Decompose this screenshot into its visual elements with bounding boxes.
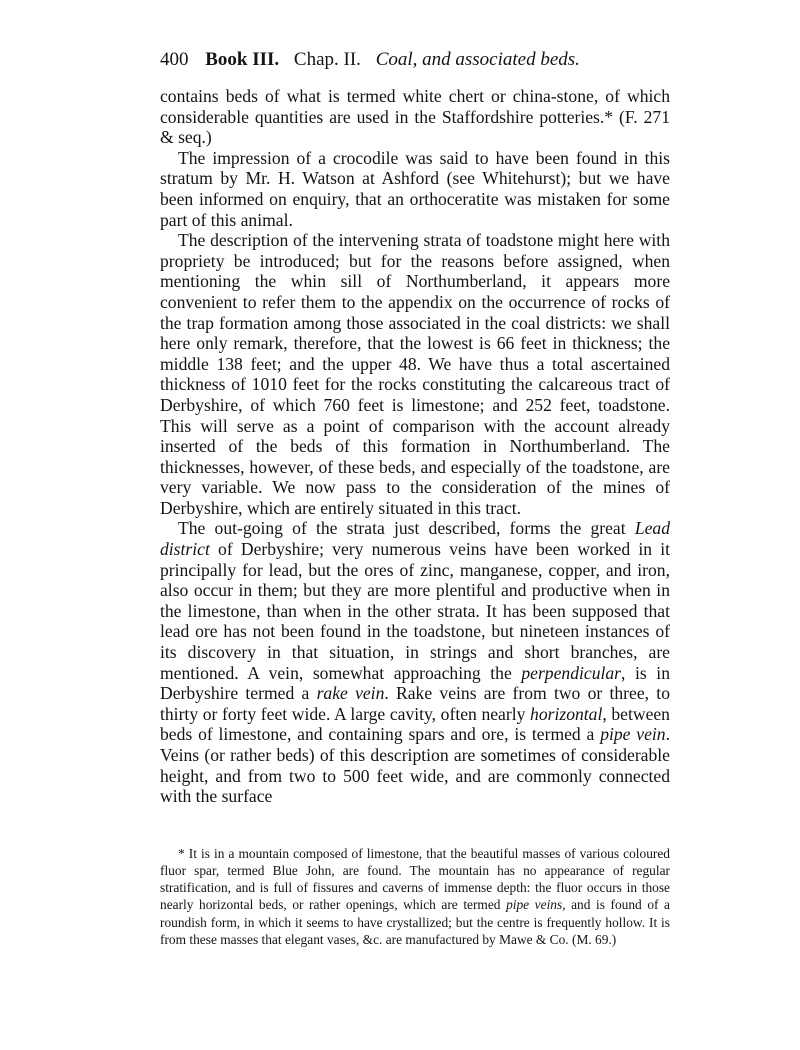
book-label: Book III. xyxy=(205,49,280,70)
italic-pipe-vein: pipe vein xyxy=(600,724,666,745)
running-title: Coal, and associated beds. xyxy=(375,49,580,70)
body-text xyxy=(160,86,670,807)
italic-rake-vein: rake vein xyxy=(316,683,385,704)
book-page xyxy=(160,46,670,948)
paragraph-2: The impression of a crocodile was said to have been found in this stratum by Mr. H. Watson at Ashford (see Whitehurst); but we have been informed on enquiry, that an orthoceratite was mistaken for some part of this animal. xyxy=(160,147,670,230)
p4-text: , between beds of limestone, and containing spars and ore, is termed a xyxy=(160,703,670,745)
italic-lead-district: Lead district xyxy=(160,518,670,560)
footnote xyxy=(160,845,670,948)
paragraph-4 xyxy=(160,518,670,806)
page-number: 400 xyxy=(160,49,189,70)
paragraph-1: contains beds of what is termed white chert or china-stone, of which considerable quantities are used in the Staffordshire potteries.* (F. 271 & seq.) xyxy=(160,86,670,148)
p4-text: . Rake veins are from two or three, to thirty or forty feet wide. A large cavity, often nearly xyxy=(160,683,670,724)
p4-text: . Veins (or rather beds) of this description are sometimes of considerable height, and from two to 500 feet wide, and are commonly connected with the surface xyxy=(160,724,671,807)
chapter-label: Chap. II. xyxy=(293,49,361,70)
footnote-text: , and is found of a roundish form, in which it seems to have crystallized; but the centre is frequently hollow. It is from these masses that elegant vases, &c. are manufactured by Mawe & Co. (M. 69.) xyxy=(160,897,670,947)
italic-perpendicular: perpendicular xyxy=(521,662,622,683)
running-header xyxy=(160,46,670,74)
paragraph-3: The description of the intervening strata of toadstone might here with propriety be introduced; but for the reasons before assigned, when mentioning the whin sill of Northumberland, it appears more convenient to refer them to the appendix on the occurrence of rocks of the trap formation among those associated in the coal districts: we shall here only remark, therefore, that the lowest is 66 feet in thickness; the middle 138 feet; and the upper 48. We have thus a total ascertained thickness of 1010 feet for the rocks constituting the calcareous tract of Derbyshire, of which 760 feet is limestone; and 252 feet, toadstone. This will serve as a point of comparison with the account already inserted of the beds of this formation in Northumberland. The thicknesses, however, of these beds, and especially of the toadstone, are very variable. We now pass to the consideration of the mines of Derbyshire, which are entirely situated in this tract. xyxy=(160,230,670,518)
italic-pipe-veins: pipe veins xyxy=(506,897,563,913)
p4-text: , is in Derbyshire termed a xyxy=(160,662,670,704)
italic-horizontal: horizontal xyxy=(530,703,603,724)
footnote-text: * It is in a mountain composed of limestone, that the beautiful masses of various coloured fluor spar, termed Blue John, are found. The mountain has no appearance of regular stratification, and is full of fissures and caverns of immense depth: the fluor occurs in those nearly horizontal beds, or rather openings, which are termed xyxy=(160,845,670,913)
p4-text: The out-going of the strata just described, forms the great xyxy=(178,518,635,539)
p4-text: of Derbyshire; very numerous veins have been worked in it principally for lead, but the ores of zinc, manganese, copper, and iron, also occur in them; but they are more plentiful and productive when in the limestone, than when in the other strata. It has been supposed that lead ore has not been found in the toadstone, but nineteen instances of its discovery in that situation, in strings and short branches, are mentioned. A vein, somewhat approaching the xyxy=(160,539,670,683)
